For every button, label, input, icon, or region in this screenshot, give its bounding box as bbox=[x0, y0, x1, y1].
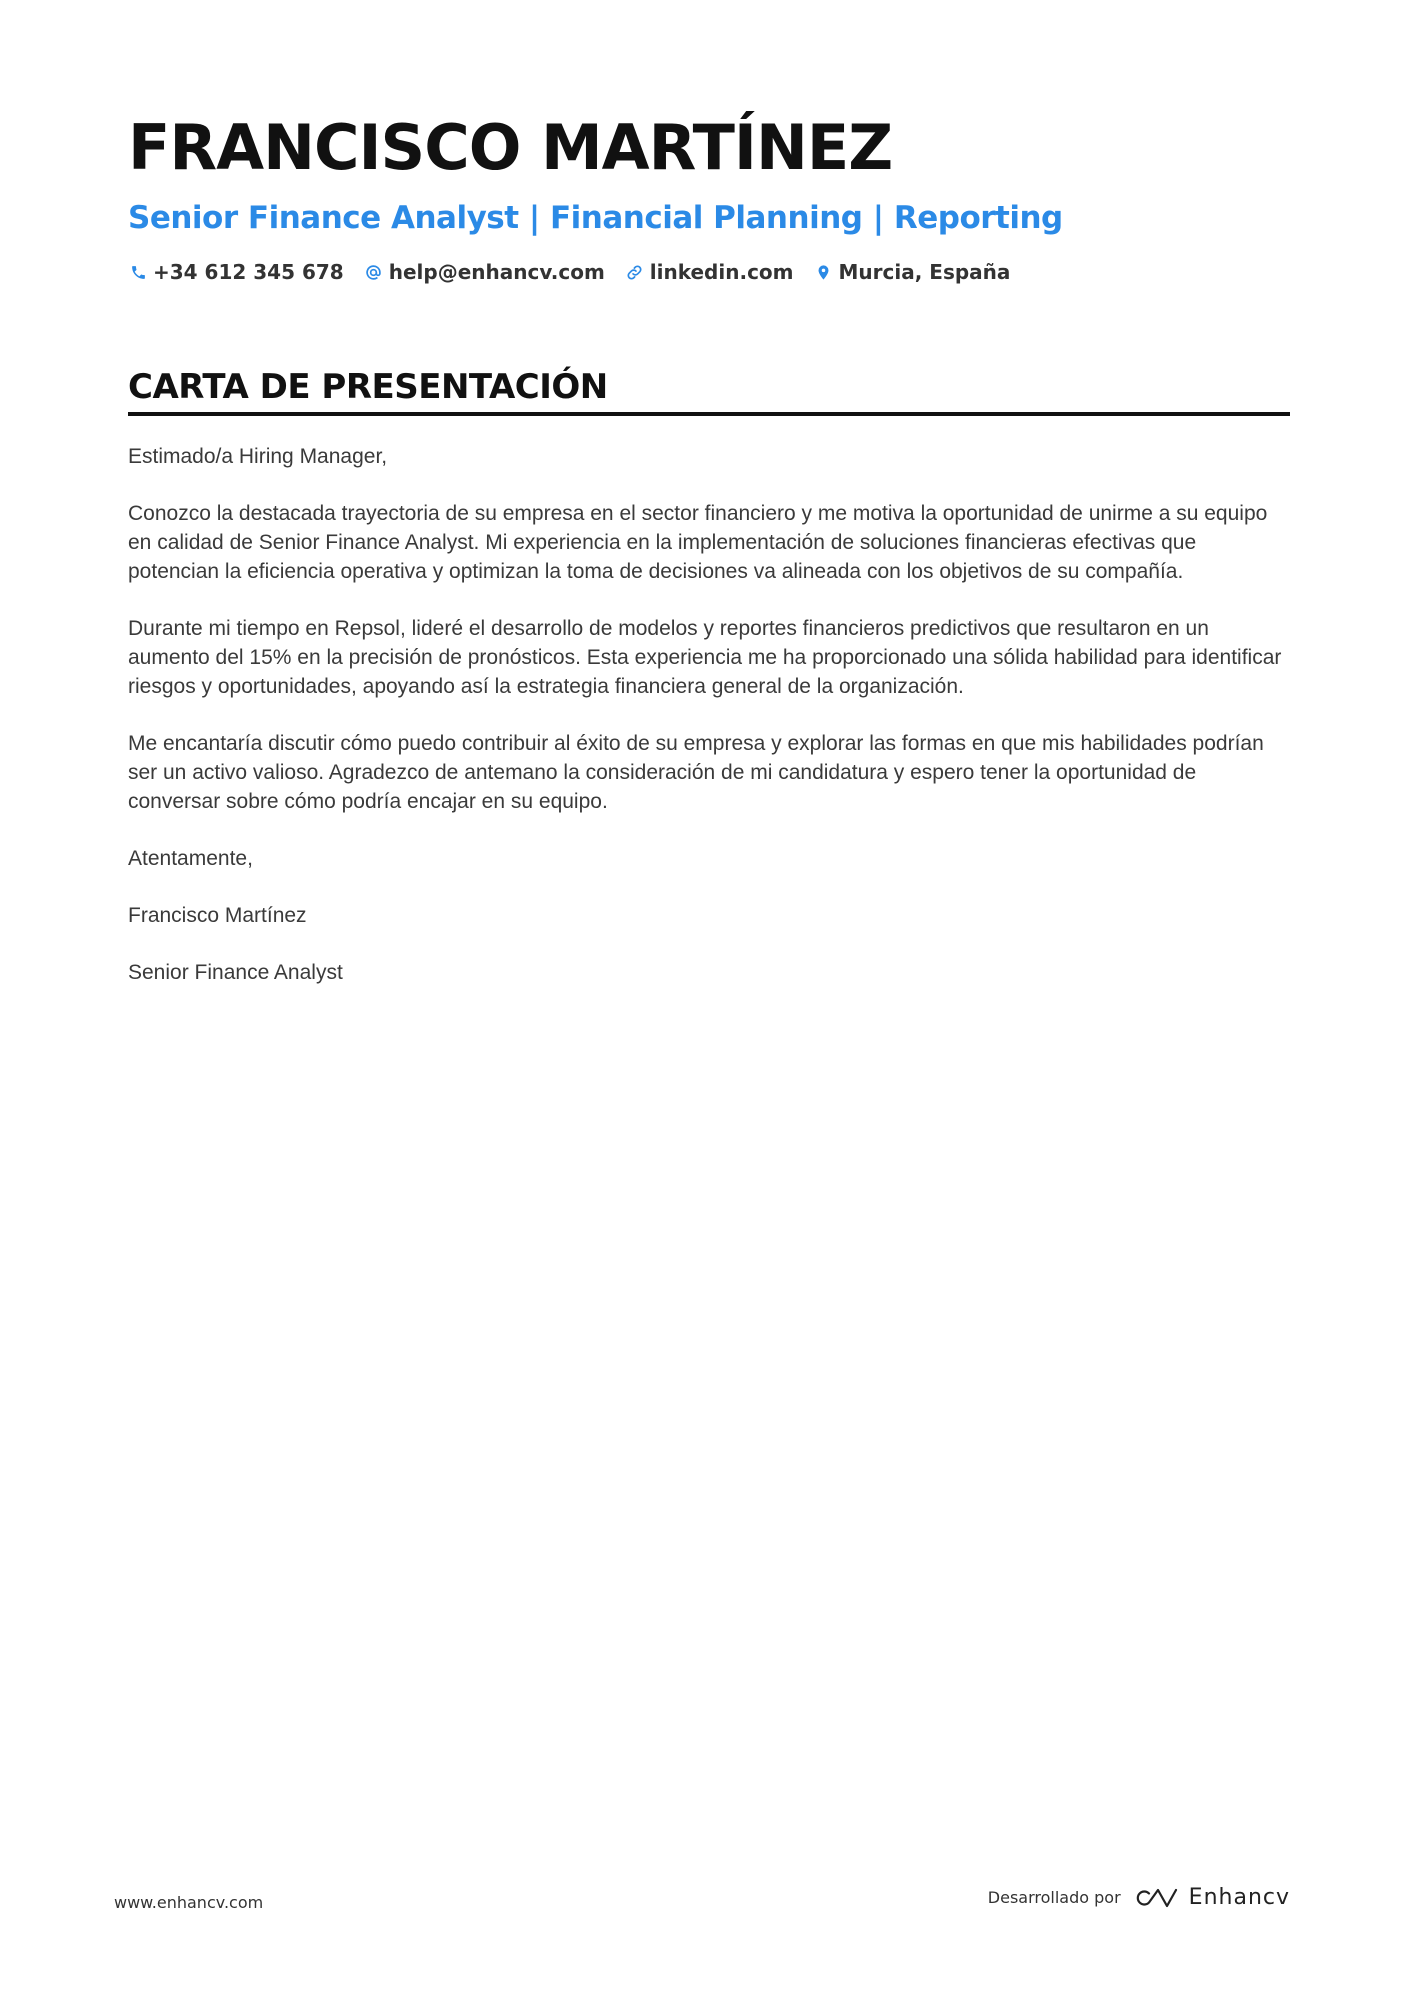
contact-linkedin-text: linkedin.com bbox=[649, 260, 794, 284]
enhancv-logo-icon bbox=[1133, 1886, 1179, 1910]
signature-name: Francisco Martínez bbox=[128, 904, 307, 927]
signature-title: Senior Finance Analyst bbox=[128, 961, 343, 984]
contact-location bbox=[814, 260, 1011, 284]
powered-by-label: Desarrollado por bbox=[987, 1888, 1121, 1907]
contact-phone bbox=[128, 260, 344, 284]
candidate-name: FRANCISCO MARTÍNEZ bbox=[128, 111, 893, 184]
header bbox=[128, 108, 1288, 284]
contact-phone-text: +34 612 345 678 bbox=[153, 260, 344, 284]
letter-body bbox=[128, 442, 1290, 987]
contact-bar bbox=[128, 260, 1288, 284]
cover-letter-section bbox=[128, 364, 1290, 1015]
letter-greeting: Estimado/a Hiring Manager, bbox=[128, 445, 388, 468]
section-title: CARTA DE PRESENTACIÓN bbox=[128, 367, 608, 407]
letter-paragraph: Durante mi tiempo en Repsol, lideré el desarrollo de modelos y reportes financieros predictivos que resultaron en un aumento del 15% en la precisión de pronósticos. Esta experiencia me ha proporcionado una sólida habilidad para identificar riesgos y oportunidades, apoyando así la estrategia financiera general de la organización. bbox=[128, 617, 1282, 698]
contact-linkedin[interactable] bbox=[625, 260, 794, 284]
contact-email[interactable] bbox=[364, 260, 605, 284]
letter-paragraph: Conozco la destacada trayectoria de su empresa en el sector financiero y me motiva la oportunidad de unirme a su equipo en calidad de Senior Finance Analyst. Mi experiencia en la implementación de soluciones financieras efectivas que potencian la eficiencia operativa y optimizan la toma de decisiones va alineada con los objetivos de su compañía. bbox=[128, 502, 1268, 583]
link-icon bbox=[625, 262, 645, 282]
brand-name: Enhancv bbox=[1188, 1885, 1290, 1910]
location-pin-icon bbox=[814, 262, 834, 282]
section-divider bbox=[128, 412, 1290, 416]
contact-email-text: help@enhancv.com bbox=[388, 260, 605, 284]
footer-branding bbox=[988, 1885, 1290, 1910]
letter-paragraph: Me encantaría discutir cómo puedo contribuir al éxito de su empresa y explorar las formas en que mis habilidades podrían ser un activo valioso. Agradezco de antemano la consideración de mi candidatura y espero tener la oportunidad de conversar sobre cómo podría encajar en su equipo. bbox=[128, 732, 1264, 813]
at-icon bbox=[364, 262, 384, 282]
phone-icon bbox=[128, 262, 148, 282]
contact-location-text: Murcia, España bbox=[838, 260, 1011, 284]
candidate-title: Senior Finance Analyst | Financial Planning | Reporting bbox=[128, 200, 1063, 236]
footer-website[interactable]: www.enhancv.com bbox=[114, 1893, 264, 1912]
letter-closing: Atentamente, bbox=[128, 847, 253, 870]
